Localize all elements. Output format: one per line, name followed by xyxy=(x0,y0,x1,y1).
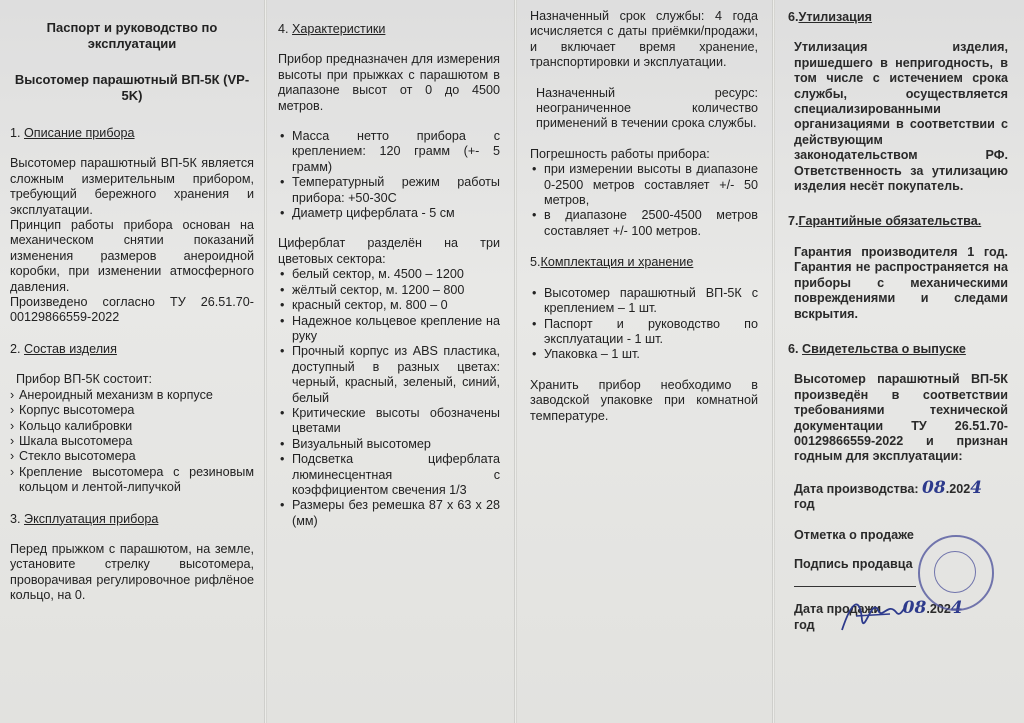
section-7-heading xyxy=(788,214,1008,229)
column-3 xyxy=(530,0,758,723)
list-item: › Стекло высотомера xyxy=(10,449,254,464)
section-8-heading xyxy=(788,342,1008,357)
list-item: • Диаметр циферблата - 5 см xyxy=(278,206,500,221)
seller-stamp xyxy=(918,535,994,611)
year-word: год xyxy=(794,617,815,632)
year-prefix: .202 xyxy=(926,602,951,617)
section-6-heading xyxy=(788,10,1008,25)
paragraph: Гарантия производителя 1 год. Гарантия не распространяется на приборы с механическими повреждениями и следами вскрытия. xyxy=(794,244,1008,321)
sale-date-label: Дата продажи xyxy=(794,602,882,617)
paragraph: Погрешность работы прибора: xyxy=(530,146,710,161)
section-number: 2. xyxy=(10,341,25,356)
section-title: Гарантийные обязательства. xyxy=(798,214,982,229)
document-title: Паспорт и руководство по эксплуатации xyxy=(46,20,218,51)
section-title: Комплектация и хранение xyxy=(540,255,694,270)
list-item: • жёлтый сектор, м. 1200 – 800 xyxy=(278,283,500,298)
accuracy-list xyxy=(530,162,758,239)
list-item: • Надежное кольцевое крепление на руку xyxy=(278,314,500,345)
production-date-label: Дата производства: xyxy=(794,481,919,496)
paragraph: Назначенный ресурс: неограниченное количество применений в течении срока службы. xyxy=(536,85,758,131)
signature-scribble xyxy=(838,590,908,638)
section-number: 6. xyxy=(788,341,803,356)
section-3-heading xyxy=(10,512,254,527)
section-5-heading xyxy=(530,255,758,270)
list-item: • Прочный корпус из ABS пластика, доступный в разных цветах: черный, красный, зеленый, синий, белый xyxy=(278,344,500,406)
list-item: • Упаковка – 1 шт. xyxy=(530,347,758,362)
list-item: • Размеры без ремешка 87 х 63 х 28 (мм) xyxy=(278,498,500,529)
component-list xyxy=(10,388,254,496)
handwritten-month: 08 xyxy=(902,598,927,619)
paragraph: Хранить прибор необходимо в заводской упаковке при комнатной температуре. xyxy=(530,377,758,423)
list-item: › Анероидный механизм в корпусе xyxy=(10,388,254,403)
paragraph: Прибор предназначен для измерения высоты при прыжках с парашютом в диапазоне высот от 0 до 4500 метров. xyxy=(278,52,500,113)
section-number: 4. xyxy=(278,22,293,36)
list-item: › Корпус высотомера xyxy=(10,403,254,418)
section-1-heading xyxy=(10,126,254,141)
section-number: 7. xyxy=(788,214,799,229)
section-4-heading xyxy=(278,22,500,37)
spec-list xyxy=(278,129,500,221)
list-item: • красный сектор, м. 800 – 0 xyxy=(278,298,500,313)
section-title: Характеристики xyxy=(292,22,386,36)
seller-signature-label: Подпись продавца xyxy=(794,556,913,571)
list-item: › Шкала высотомера xyxy=(10,434,254,449)
list-item: • Подсветка циферблата люминесцентная с коэффициентом свечения 1/3 xyxy=(278,452,500,498)
list-item: • в диапазоне 2500-4500 метров составляет +/- 100 метров. xyxy=(530,208,758,239)
list-item: • Визуальный высотомер xyxy=(278,437,500,452)
production-date xyxy=(788,477,1008,498)
fold-line xyxy=(264,0,267,723)
list-item: • Паспорт и руководство по эксплуатации - 1 шт. xyxy=(530,317,758,348)
sale-mark-label: Отметка о продаже xyxy=(794,527,914,542)
section-number: 5. xyxy=(530,255,541,270)
section-title: Утилизация xyxy=(798,10,872,24)
paragraph: Прибор ВП-5К состоит: xyxy=(16,372,152,387)
section-number: 3. xyxy=(10,511,25,526)
paragraph: Произведено согласно ТУ 26.51.70-00129866559-2022 xyxy=(10,295,254,325)
package-list xyxy=(530,286,758,363)
section-title: Свидетельства о выпуске xyxy=(802,341,966,356)
fold-line xyxy=(772,0,775,723)
handwritten-year-digit: 4 xyxy=(950,598,963,619)
dial-list xyxy=(278,267,500,529)
section-title: Описание прибора xyxy=(24,126,135,140)
paragraph: Циферблат разделён на три цветовых сектора: xyxy=(278,236,500,266)
section-title: Эксплуатация прибора xyxy=(24,511,159,526)
column-2 xyxy=(278,0,500,723)
product-title: Высотомер парашютный ВП-5К (VP-5K) xyxy=(14,72,250,103)
paragraph: Перед прыжком с парашютом, на земле, установите стрелку высотомера, проворачивая регулировочное рифлёное кольцо, на 0. xyxy=(10,541,254,603)
column-1 xyxy=(10,0,254,723)
fold-line xyxy=(514,0,517,723)
list-item: › Кольцо калибровки xyxy=(10,419,254,434)
list-item: • белый сектор, м. 4500 – 1200 xyxy=(278,267,500,282)
section-number: 6. xyxy=(788,10,799,24)
paragraph: Утилизация изделия, пришедшего в непригодность, в том числе с истечением срока службы, осуществляется специализированными организациями в соответствии с действующим законодательством РФ. Ответственность за утилизацию изделия несёт покупатель. xyxy=(794,40,1008,194)
list-item: • Температурный режим работы прибора: +50-30С xyxy=(278,175,500,206)
year-word: год xyxy=(794,497,815,512)
paragraph: Принцип работы прибора основан на механическом снятии показаний изменения размеров анероидной коробки, при изменении атмосферного давления. xyxy=(10,218,254,294)
section-title: Состав изделия xyxy=(24,341,117,356)
signature-line xyxy=(794,572,916,587)
list-item: • Масса нетто прибора с креплением: 120 грамм (+- 5 грамм) xyxy=(278,129,500,175)
year-prefix: .202 xyxy=(945,481,971,496)
list-item: • при измерении высоты в диапазоне 0-2500 метров составляет +/- 50 метров, xyxy=(530,162,758,208)
list-item: • Критические высоты обозначены цветами xyxy=(278,406,500,437)
paragraph: Назначенный срок службы: 4 года исчисляется с даты приёмки/продажи, и включает время хранение, транспортировки и эксплуатации. xyxy=(530,9,758,70)
list-item: • Высотомер парашютный ВП-5К с креплением – 1 шт. xyxy=(530,286,758,317)
paragraph: Высотомер парашютный ВП-5К произведён в соответствии требованиями технической документации ТУ 26.51.70-00129866559-2022 и признан годным для эксплуатации: xyxy=(794,372,1008,464)
handwritten-year-digit: 4 xyxy=(970,477,983,498)
section-2-heading xyxy=(10,342,254,357)
paragraph: Высотомер парашютный ВП-5К является сложным измерительным прибором, требующий бережного хранения и эксплуатации. xyxy=(10,156,254,217)
section-number: 1. xyxy=(10,126,25,140)
handwritten-month: 08 xyxy=(922,477,946,498)
stamp-inner-ring xyxy=(934,551,976,593)
list-item: › Крепление высотомера с резиновым кольцом и лентой-липучкой xyxy=(10,465,254,496)
